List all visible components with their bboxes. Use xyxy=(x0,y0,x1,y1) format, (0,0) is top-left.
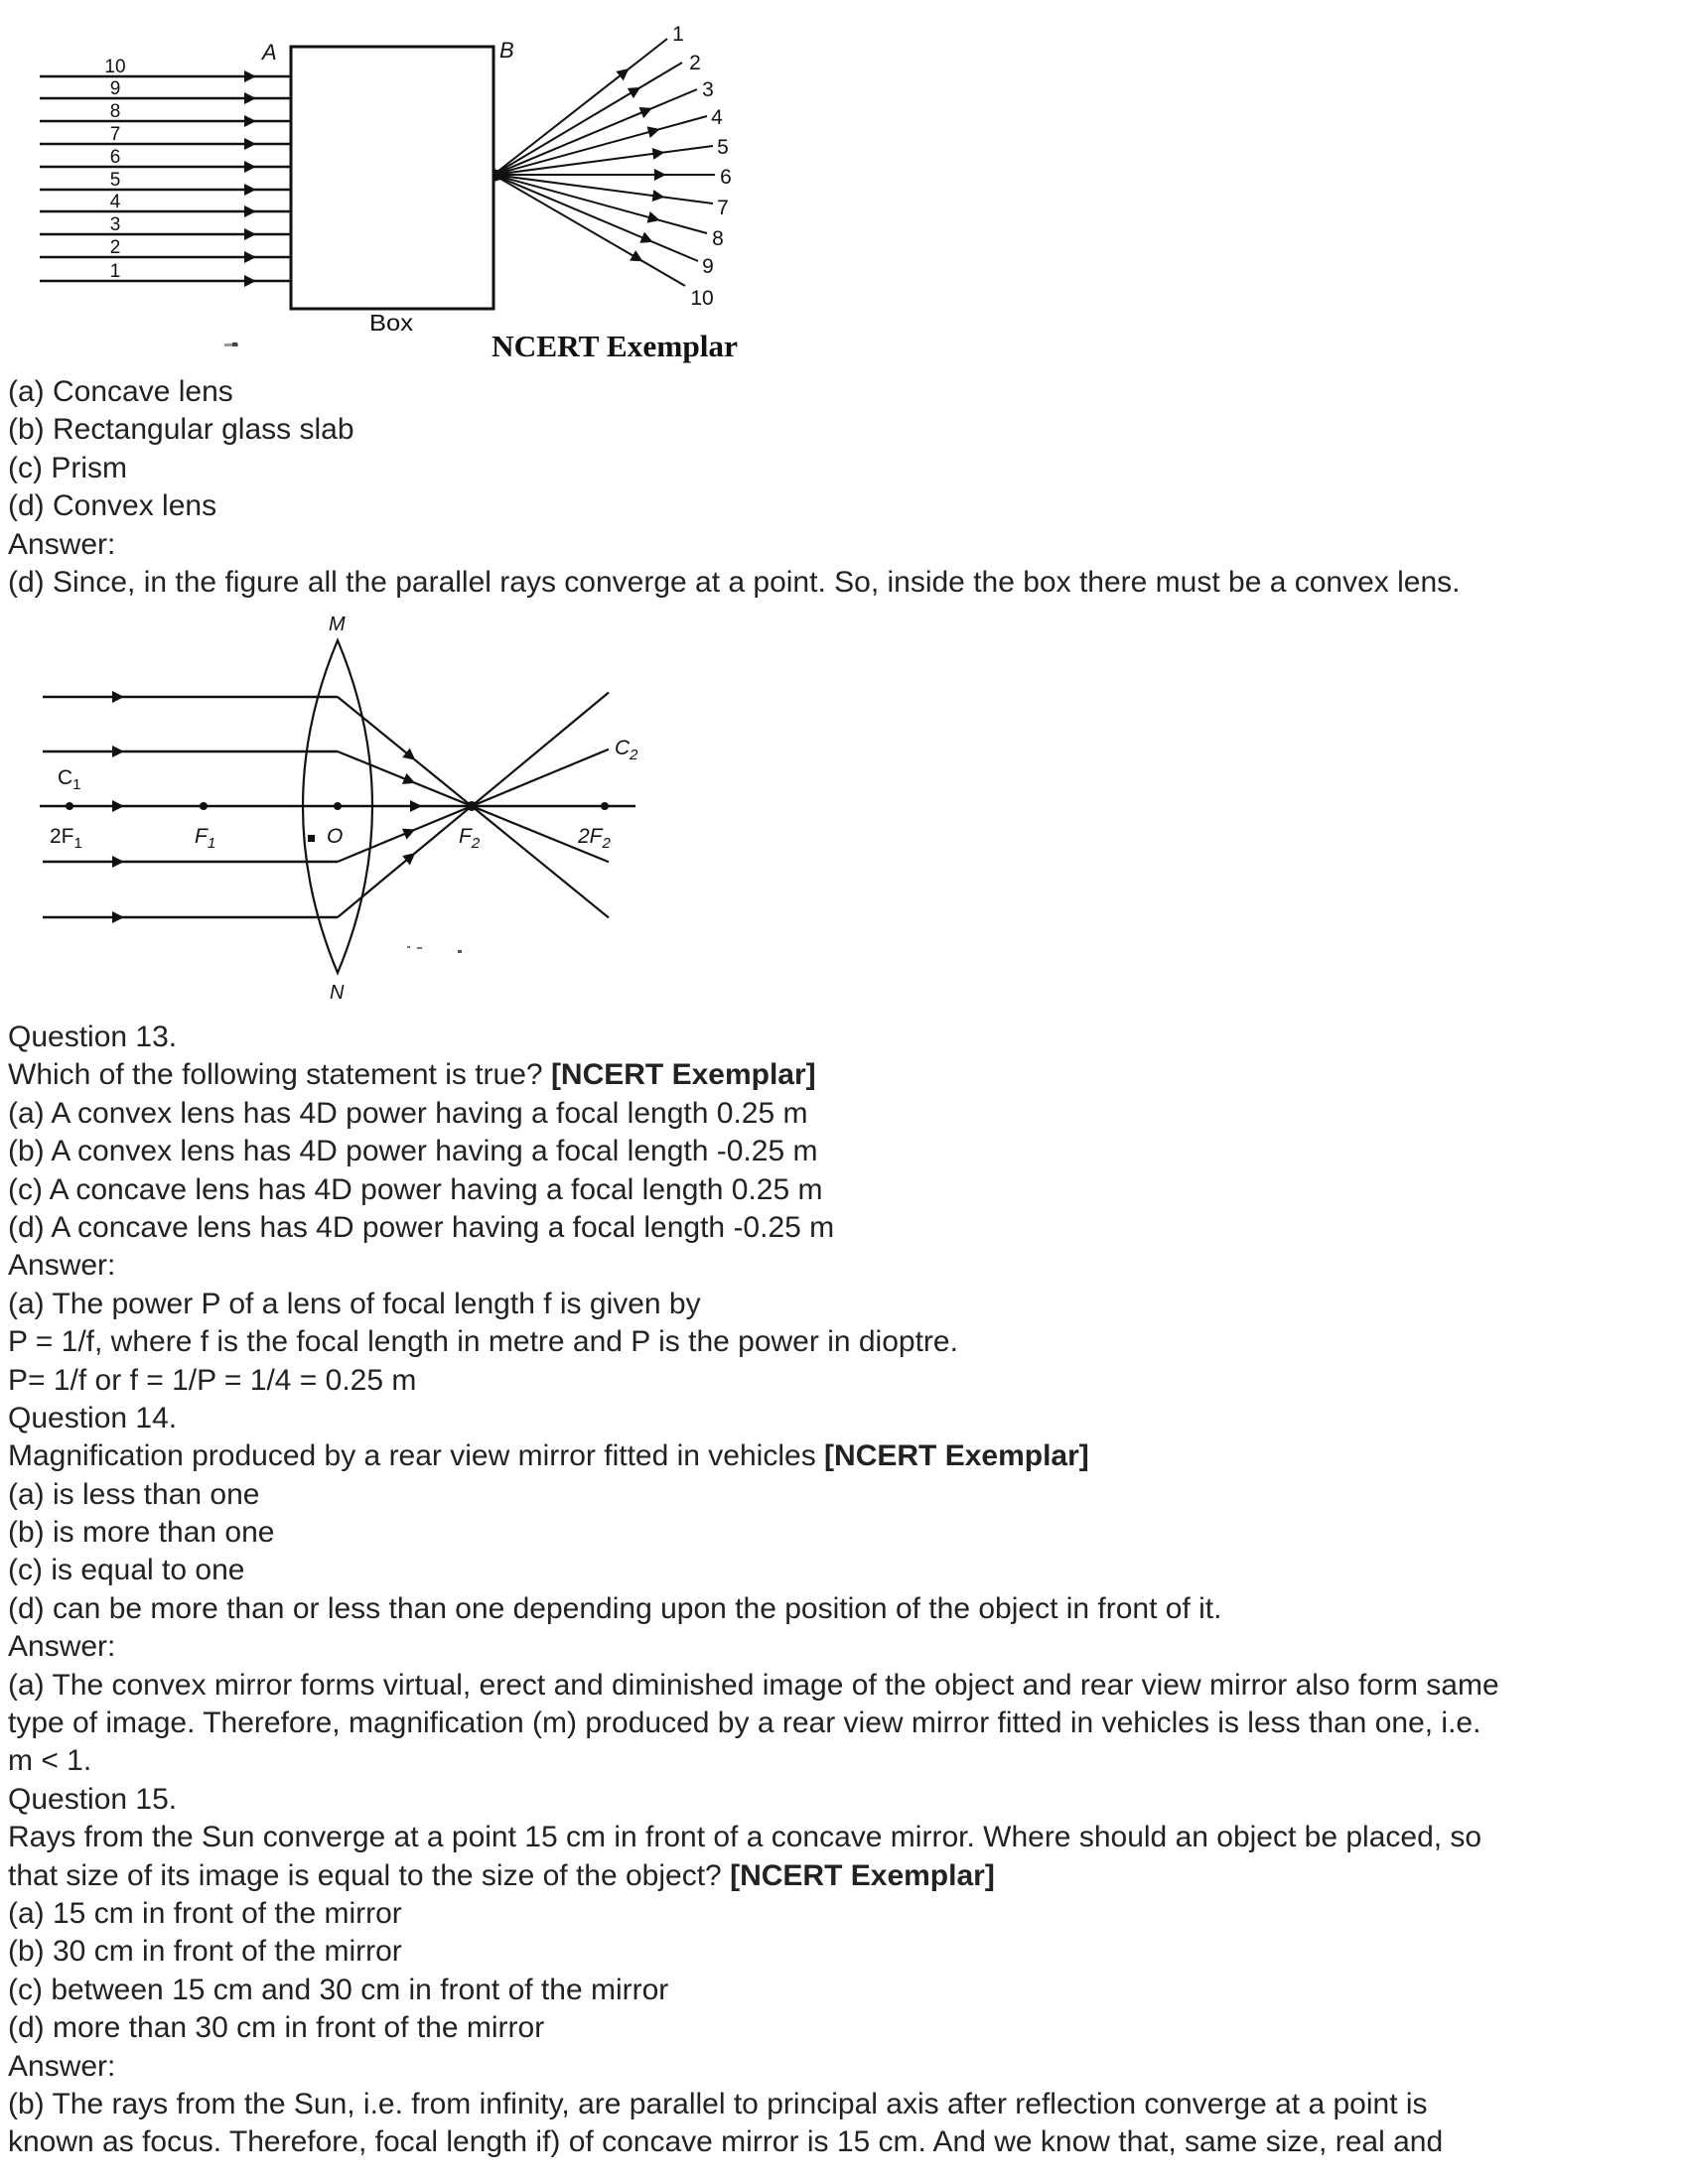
point-f2 xyxy=(467,801,477,811)
arrowhead-icon xyxy=(410,800,422,812)
label-2f1 xyxy=(50,825,82,852)
label-f2-sub: 2 xyxy=(471,835,481,852)
label-c1 xyxy=(58,766,81,793)
answer-label: Answer: xyxy=(8,527,116,561)
arrowhead-icon xyxy=(112,746,124,757)
outgoing-ray-label: 10 xyxy=(690,287,714,310)
label-n: N xyxy=(330,982,345,1004)
convex-lens-diagram xyxy=(0,0,1688,1013)
scan-speck xyxy=(407,946,462,953)
incoming-ray-label: 1 xyxy=(109,261,121,282)
q13-question-text: Which of the following statement is true? xyxy=(8,1058,543,1092)
q14-option-a: (a) is less than one xyxy=(8,1477,260,1511)
outgoing-ray-label: 1 xyxy=(672,23,684,46)
q15-option-c: (c) between 15 cm and 30 cm in front of the mirror xyxy=(8,1973,669,2006)
label-f1-sub: 1 xyxy=(207,835,216,852)
label-m: M xyxy=(329,614,346,635)
label-2f2-main: 2F xyxy=(578,825,603,848)
outgoing-ray-label: 5 xyxy=(717,136,729,159)
outgoing-ray-label: 3 xyxy=(702,78,714,101)
q14-answer-line: type of image. Therefore, magnification (m) produced by a rear view mirror fitted in vehicles is less than one, i.e. xyxy=(8,1706,1481,1740)
incoming-ray-label: 6 xyxy=(109,147,121,168)
label-2f1-sub: 1 xyxy=(73,835,82,852)
incoming-ray-label: 9 xyxy=(109,78,121,99)
incoming-ray-label: 2 xyxy=(109,237,121,258)
incoming-ray-label: 8 xyxy=(109,101,121,122)
q15-source: [NCERT Exemplar] xyxy=(730,1858,995,1892)
q13-option-a: (a) A convex lens has 4D power having a focal length 0.25 m xyxy=(8,1096,808,1130)
incoming-ray-label: 5 xyxy=(109,170,121,191)
q15-answer-label: Answer: xyxy=(8,2049,116,2083)
label-2f2-sub: 2 xyxy=(602,835,611,852)
point-o xyxy=(334,802,342,810)
scan-speck xyxy=(308,835,315,842)
questions-block xyxy=(8,1019,1684,2162)
outgoing-ray-label: 2 xyxy=(689,52,701,74)
q14-title: Question 14. xyxy=(8,1401,178,1434)
q15-answer-line: (b) The rays from the Sun, i.e. from infinity, are parallel to principal axis after reflection converge at a point is xyxy=(8,2087,1428,2120)
label-2f2 xyxy=(577,825,612,852)
q14-option-b: (b) is more than one xyxy=(8,1516,275,1550)
incoming-ray-label: 3 xyxy=(109,214,121,235)
corner-b-label: B xyxy=(499,38,514,63)
q13-answer-line: (a) The power P of a lens of focal length f is given by xyxy=(8,1287,701,1320)
label-c2-main: C xyxy=(615,737,631,759)
label-c2-sub: 2 xyxy=(630,747,638,763)
label-c2 xyxy=(615,737,638,763)
outgoing-ray-label: 9 xyxy=(702,255,714,278)
q13-option-d: (d) A concave lens has 4D power having a focal length -0.25 m xyxy=(8,1210,835,1244)
q15-title: Question 15. xyxy=(8,1782,178,1816)
outgoing-ray-label: 7 xyxy=(717,197,729,219)
q13-option-c: (c) A concave lens has 4D power having a focal length 0.25 m xyxy=(8,1172,823,1206)
q15-answer-line: known as focus. Therefore, focal length if) of concave mirror is 15 cm. And we know that, same size, real and xyxy=(8,2125,1444,2159)
q13-answer-line: P= 1/f or f = 1/P = 1/4 = 0.25 m xyxy=(8,1363,417,1397)
option-c: (c) Prism xyxy=(8,451,127,484)
outgoing-ray-label: 6 xyxy=(720,166,732,189)
label-c1-sub: 1 xyxy=(72,776,81,793)
point-2f1 xyxy=(66,802,73,810)
q14-question xyxy=(8,1437,1684,1475)
point-f1 xyxy=(200,802,208,810)
q15-option-b: (b) 30 cm in front of the mirror xyxy=(8,1935,402,1969)
q14-answer-line: m < 1. xyxy=(8,1744,92,1778)
q15-question-line: Rays from the Sun converge at a point 15 cm in front of a concave mirror. Where should an object be placed, so xyxy=(8,1821,1482,1854)
incoming-ray-label: 4 xyxy=(109,192,121,212)
outgoing-ray-label: 4 xyxy=(711,106,723,129)
corner-a-label: A xyxy=(262,40,277,65)
q15-option-d: (d) more than 30 cm in front of the mirror xyxy=(8,2011,545,2045)
q13-title: Question 13. xyxy=(8,1021,178,1053)
label-f1 xyxy=(195,825,215,852)
q13-source: [NCERT Exemplar] xyxy=(550,1058,816,1092)
q14-answer-line: (a) The convex mirror forms virtual, erect and diminished image of the object and rear view mirror also form same xyxy=(8,1668,1499,1702)
q14-option-c: (c) is equal to one xyxy=(8,1554,245,1587)
arrowhead-icon xyxy=(112,856,124,868)
q15-option-a: (a) 15 cm in front of the mirror xyxy=(8,1896,402,1930)
label-f2-main: F xyxy=(459,825,472,848)
option-a: (a) Concave lens xyxy=(8,375,233,408)
q13-option-b: (b) A convex lens has 4D power having a focal length -0.25 m xyxy=(8,1135,818,1168)
option-d: (d) Convex lens xyxy=(8,489,217,523)
label-c1-main: C xyxy=(58,766,73,789)
arrowhead-icon xyxy=(112,691,124,703)
q14-question-text: Magnification produced by a rear view mirror fitted in vehicles xyxy=(8,1439,816,1473)
incoming-ray-label: 10 xyxy=(104,57,126,77)
option-b: (b) Rectangular glass slab xyxy=(8,413,354,447)
label-f2 xyxy=(459,825,481,852)
label-o: O xyxy=(327,825,344,848)
box-label: Box xyxy=(369,310,414,336)
q14-source: [NCERT Exemplar] xyxy=(824,1439,1089,1473)
q14-option-d: (d) can be more than or less than one depending upon the position of the object in front of it. xyxy=(8,1591,1222,1625)
answer-text: (d) Since, in the figure all the parallel rays converge at a point. So, inside the box there must be a convex lens. xyxy=(8,565,1461,599)
label-2f1-main: 2F xyxy=(50,825,74,848)
q13-question xyxy=(8,1056,1684,1094)
q13-answer-line: P = 1/f, where f is the focal length in metre and P is the power in dioptre. xyxy=(8,1325,958,1359)
point-2f2 xyxy=(601,802,609,810)
label-f1-main: F xyxy=(195,825,208,848)
q15-question-text: that size of its image is equal to the size of the object? xyxy=(8,1858,722,1892)
q13-answer-label: Answer: xyxy=(8,1249,116,1283)
q15-question-line xyxy=(8,1857,1684,1895)
arrowhead-icon xyxy=(112,911,124,923)
figure-source-label: NCERT Exemplar xyxy=(492,329,739,363)
q14-answer-label: Answer: xyxy=(8,1630,116,1664)
incoming-ray-label: 7 xyxy=(109,124,121,145)
outgoing-ray-label: 8 xyxy=(712,227,724,250)
arrowhead-icon xyxy=(112,800,124,812)
